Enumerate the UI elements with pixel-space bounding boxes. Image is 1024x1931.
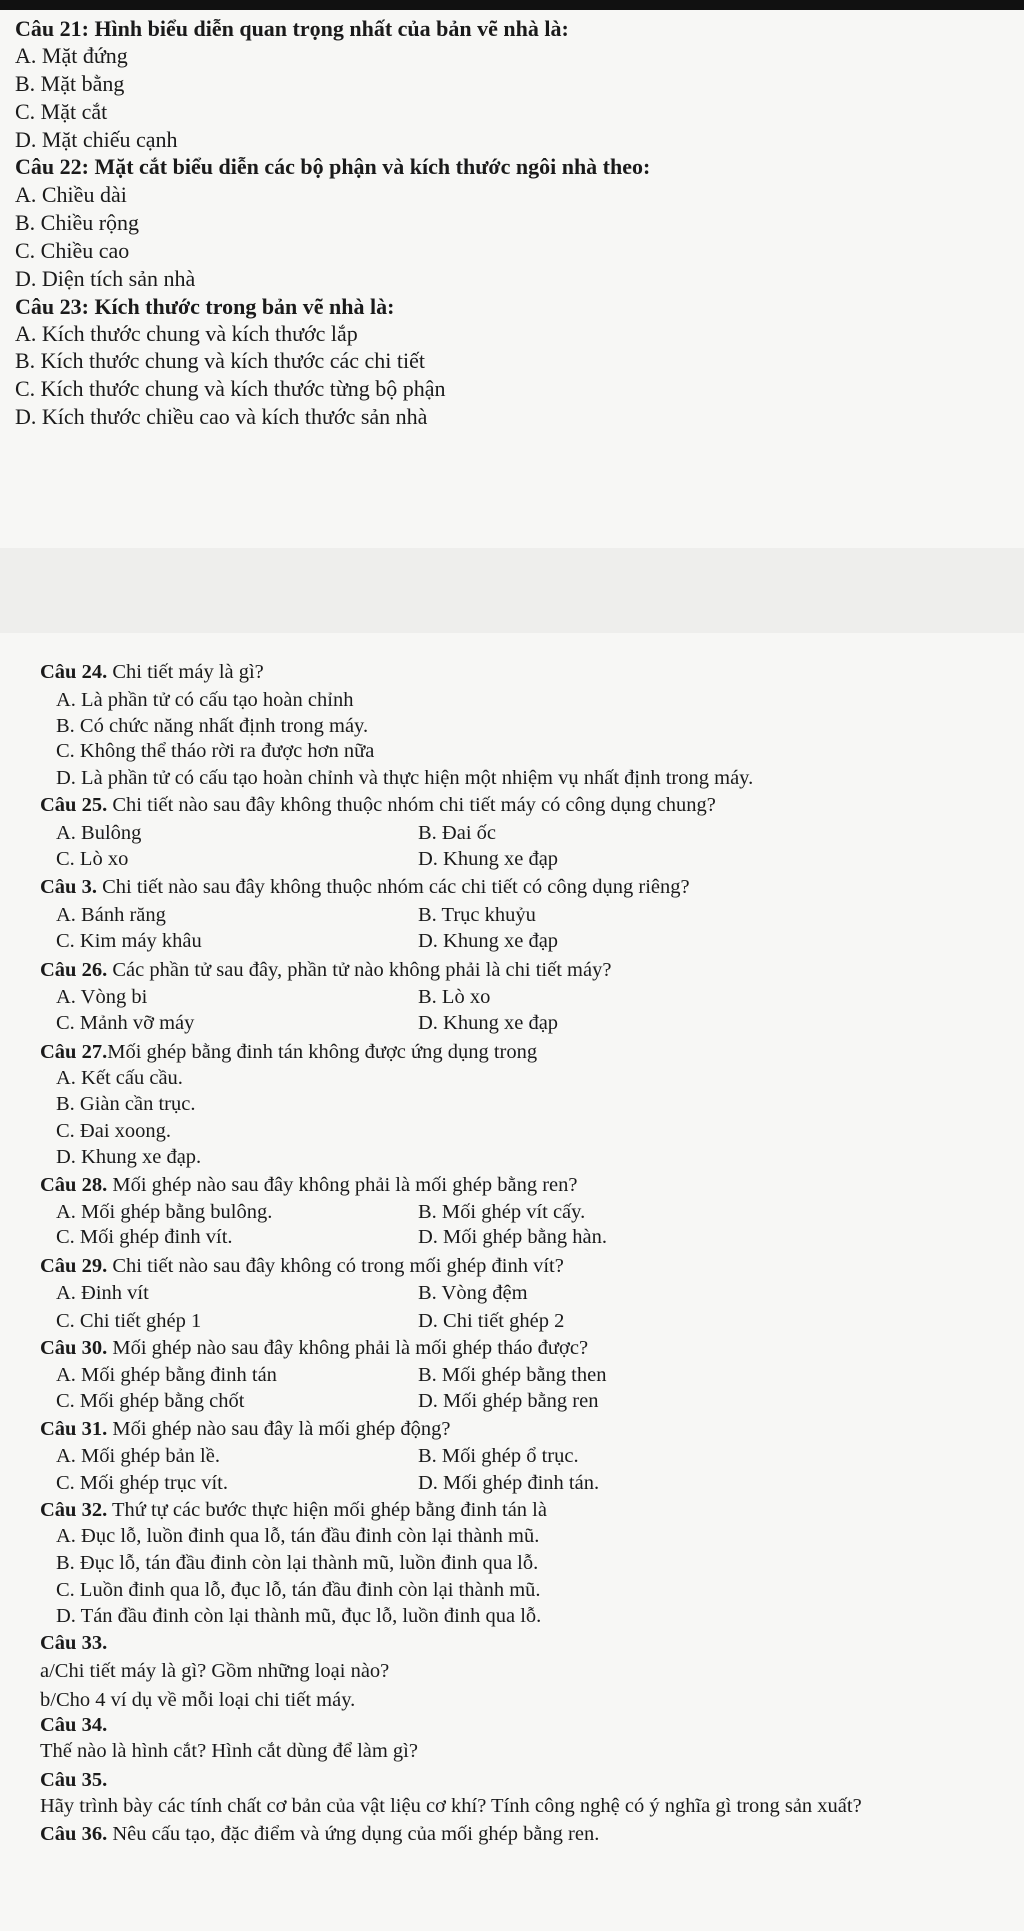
answer-option: A. Mối ghép bằng bulông. bbox=[56, 1201, 273, 1223]
answer-option: A. Chiều dài bbox=[15, 182, 127, 207]
answer-option: D. Tán đầu đinh còn lại thành mũ, đục lỗ, luồn đinh qua lỗ. bbox=[56, 1605, 542, 1627]
question-line bbox=[40, 1500, 547, 1521]
question-line bbox=[40, 1824, 599, 1845]
question-line bbox=[40, 662, 264, 683]
answer-option: A. Bulông bbox=[56, 822, 142, 844]
question-line bbox=[40, 877, 690, 898]
question-text: Chi tiết nào sau đây không thuộc nhóm các chi tiết có công dụng riêng? bbox=[96, 876, 690, 898]
question-text: Mối ghép nào sau đây không phải là mối ghép bằng ren? bbox=[107, 1174, 578, 1196]
question-text: Chi tiết máy là gì? bbox=[107, 661, 264, 683]
answer-option: C. Kích thước chung và kích thước từng bộ phận bbox=[15, 376, 446, 401]
answer-option: C. Kim máy khâu bbox=[56, 930, 202, 952]
body-text: Hãy trình bày các tính chất cơ bản của vật liệu cơ khí? Tính công nghệ có ý nghĩa gì trong sản xuất? bbox=[40, 1795, 862, 1817]
question-text: Chi tiết nào sau đây không thuộc nhóm chi tiết máy có công dụng chung? bbox=[107, 794, 716, 816]
answer-option: A. Mối ghép bản lề. bbox=[56, 1445, 220, 1467]
answer-option: B. Mối ghép ổ trục. bbox=[418, 1445, 579, 1467]
question-label: Câu 24. bbox=[40, 661, 108, 683]
answer-option: B. Lò xo bbox=[418, 986, 491, 1008]
answer-option: C. Mối ghép đinh vít. bbox=[56, 1226, 233, 1248]
question-heading: Câu 21: Hình biểu diễn quan trọng nhất của bản vẽ nhà là: bbox=[15, 16, 569, 41]
question-text: Chi tiết nào sau đây không có trong mối ghép đinh vít? bbox=[107, 1255, 564, 1277]
question-label: Câu 31. bbox=[40, 1418, 108, 1440]
answer-option: D. Kích thước chiều cao và kích thước sản nhà bbox=[15, 404, 428, 429]
answer-option: D. Mặt chiếu cạnh bbox=[15, 127, 178, 152]
question-label: Câu 34. bbox=[40, 1714, 108, 1736]
question-label: Câu 28. bbox=[40, 1174, 108, 1196]
body-text: b/Cho 4 ví dụ về mỗi loại chi tiết máy. bbox=[40, 1689, 356, 1711]
answer-option: C. Mặt cắt bbox=[15, 99, 108, 124]
answer-option: C. Mối ghép bằng chốt bbox=[56, 1390, 245, 1412]
question-label: Câu 26. bbox=[40, 959, 108, 981]
page-gap bbox=[0, 548, 1024, 633]
question-heading: Câu 23: Kích thước trong bản vẽ nhà là: bbox=[15, 294, 395, 319]
answer-option: B. Mặt bằng bbox=[15, 71, 125, 96]
answer-option: D. Mối ghép bằng ren bbox=[418, 1390, 599, 1412]
answer-option: D. Khung xe đạp bbox=[418, 1012, 559, 1034]
question-label: Câu 35. bbox=[40, 1769, 108, 1791]
answer-option: A. Đinh vít bbox=[56, 1282, 149, 1304]
answer-option: B. Giàn cần trục. bbox=[56, 1093, 196, 1115]
question-text: Mối ghép bằng đinh tán không được ứng dụng trong bbox=[107, 1041, 538, 1063]
question-line bbox=[40, 1419, 451, 1440]
answer-option: A. Đục lỗ, luồn đinh qua lỗ, tán đầu đinh còn lại thành mũ. bbox=[56, 1525, 540, 1547]
top-border bbox=[0, 0, 1024, 10]
question-label: Câu 36. bbox=[40, 1823, 108, 1845]
question-line bbox=[40, 1338, 588, 1359]
question-text: Mối ghép nào sau đây không phải là mối ghép tháo được? bbox=[107, 1337, 589, 1359]
answer-option: D. Khung xe đạp. bbox=[56, 1146, 202, 1168]
answer-option: B. Mối ghép bằng then bbox=[418, 1364, 607, 1386]
question-text: Nêu cấu tạo, đặc điểm và ứng dụng của mối ghép bằng ren. bbox=[107, 1823, 600, 1845]
question-label: Câu 32. bbox=[40, 1499, 108, 1521]
question-label: Câu 29. bbox=[40, 1255, 108, 1277]
answer-option: C. Không thể tháo rời ra được hơn nữa bbox=[56, 740, 375, 762]
question-label: Câu 3. bbox=[40, 876, 97, 898]
question-line bbox=[40, 1256, 564, 1277]
answer-option: B. Kích thước chung và kích thước các chi tiết bbox=[15, 348, 425, 373]
answer-option: D. Mối ghép đinh tán. bbox=[418, 1472, 600, 1494]
answer-option: A. Mặt đứng bbox=[15, 43, 128, 68]
question-label: Câu 27. bbox=[40, 1041, 108, 1063]
answer-option: A. Bánh răng bbox=[56, 904, 166, 926]
answer-option: B. Vòng đệm bbox=[418, 1282, 528, 1304]
question-label: Câu 30. bbox=[40, 1337, 108, 1359]
answer-option: C. Mảnh vỡ máy bbox=[56, 1012, 195, 1034]
answer-option: D. Khung xe đạp bbox=[418, 930, 559, 952]
answer-option: C. Luồn đinh qua lỗ, đục lỗ, tán đầu đinh còn lại thành mũ. bbox=[56, 1579, 541, 1601]
answer-option: D. Là phần tử có cấu tạo hoàn chỉnh và thực hiện một nhiệm vụ nhất định trong máy. bbox=[56, 767, 754, 789]
answer-option: A. Là phần tử có cấu tạo hoàn chỉnh bbox=[56, 689, 354, 711]
question-line bbox=[40, 1770, 107, 1791]
question-line bbox=[40, 1042, 537, 1063]
body-text: a/Chi tiết máy là gì? Gồm những loại nào? bbox=[40, 1660, 390, 1682]
answer-option: B. Trục khuỷu bbox=[418, 904, 536, 926]
answer-option: B. Đục lỗ, tán đầu đinh còn lại thành mũ, luồn đinh qua lỗ. bbox=[56, 1552, 539, 1574]
answer-option: C. Mối ghép trục vít. bbox=[56, 1472, 228, 1494]
question-heading: Câu 22: Mặt cắt biểu diễn các bộ phận và kích thước ngôi nhà theo: bbox=[15, 154, 651, 179]
answer-option: D. Diện tích sản nhà bbox=[15, 266, 196, 291]
question-label: Câu 33. bbox=[40, 1632, 108, 1654]
answer-option: A. Mối ghép bằng đinh tán bbox=[56, 1364, 277, 1386]
answer-option: A. Kết cấu cầu. bbox=[56, 1067, 183, 1089]
answer-option: C. Lò xo bbox=[56, 848, 129, 870]
answer-option: A. Vòng bi bbox=[56, 986, 148, 1008]
question-text: Các phần tử sau đây, phần tử nào không phải là chi tiết máy? bbox=[107, 959, 612, 981]
question-line bbox=[40, 1175, 577, 1196]
answer-option: D. Mối ghép bằng hàn. bbox=[418, 1226, 608, 1248]
body-text: Thế nào là hình cắt? Hình cắt dùng để làm gì? bbox=[40, 1740, 418, 1762]
answer-option: D. Khung xe đạp bbox=[418, 848, 559, 870]
question-line bbox=[40, 1715, 107, 1736]
answer-option: C. Chiều cao bbox=[15, 238, 130, 263]
answer-option: B. Có chức năng nhất định trong máy. bbox=[56, 715, 369, 737]
question-text: Mối ghép nào sau đây là mối ghép động? bbox=[107, 1418, 451, 1440]
answer-option: C. Chi tiết ghép 1 bbox=[56, 1310, 202, 1332]
question-label: Câu 25. bbox=[40, 794, 108, 816]
answer-option: B. Đai ốc bbox=[418, 822, 496, 844]
answer-option: B. Mối ghép vít cấy. bbox=[418, 1201, 586, 1223]
answer-option: B. Chiều rộng bbox=[15, 210, 140, 235]
question-line bbox=[40, 960, 611, 981]
question-line bbox=[40, 1633, 107, 1654]
answer-option: C. Đai xoong. bbox=[56, 1120, 172, 1142]
question-text: Thứ tự các bước thực hiện mối ghép bằng đinh tán là bbox=[107, 1499, 547, 1521]
question-line bbox=[40, 795, 716, 816]
answer-option: A. Kích thước chung và kích thước lắp bbox=[15, 321, 358, 346]
answer-option: D. Chi tiết ghép 2 bbox=[418, 1310, 565, 1332]
